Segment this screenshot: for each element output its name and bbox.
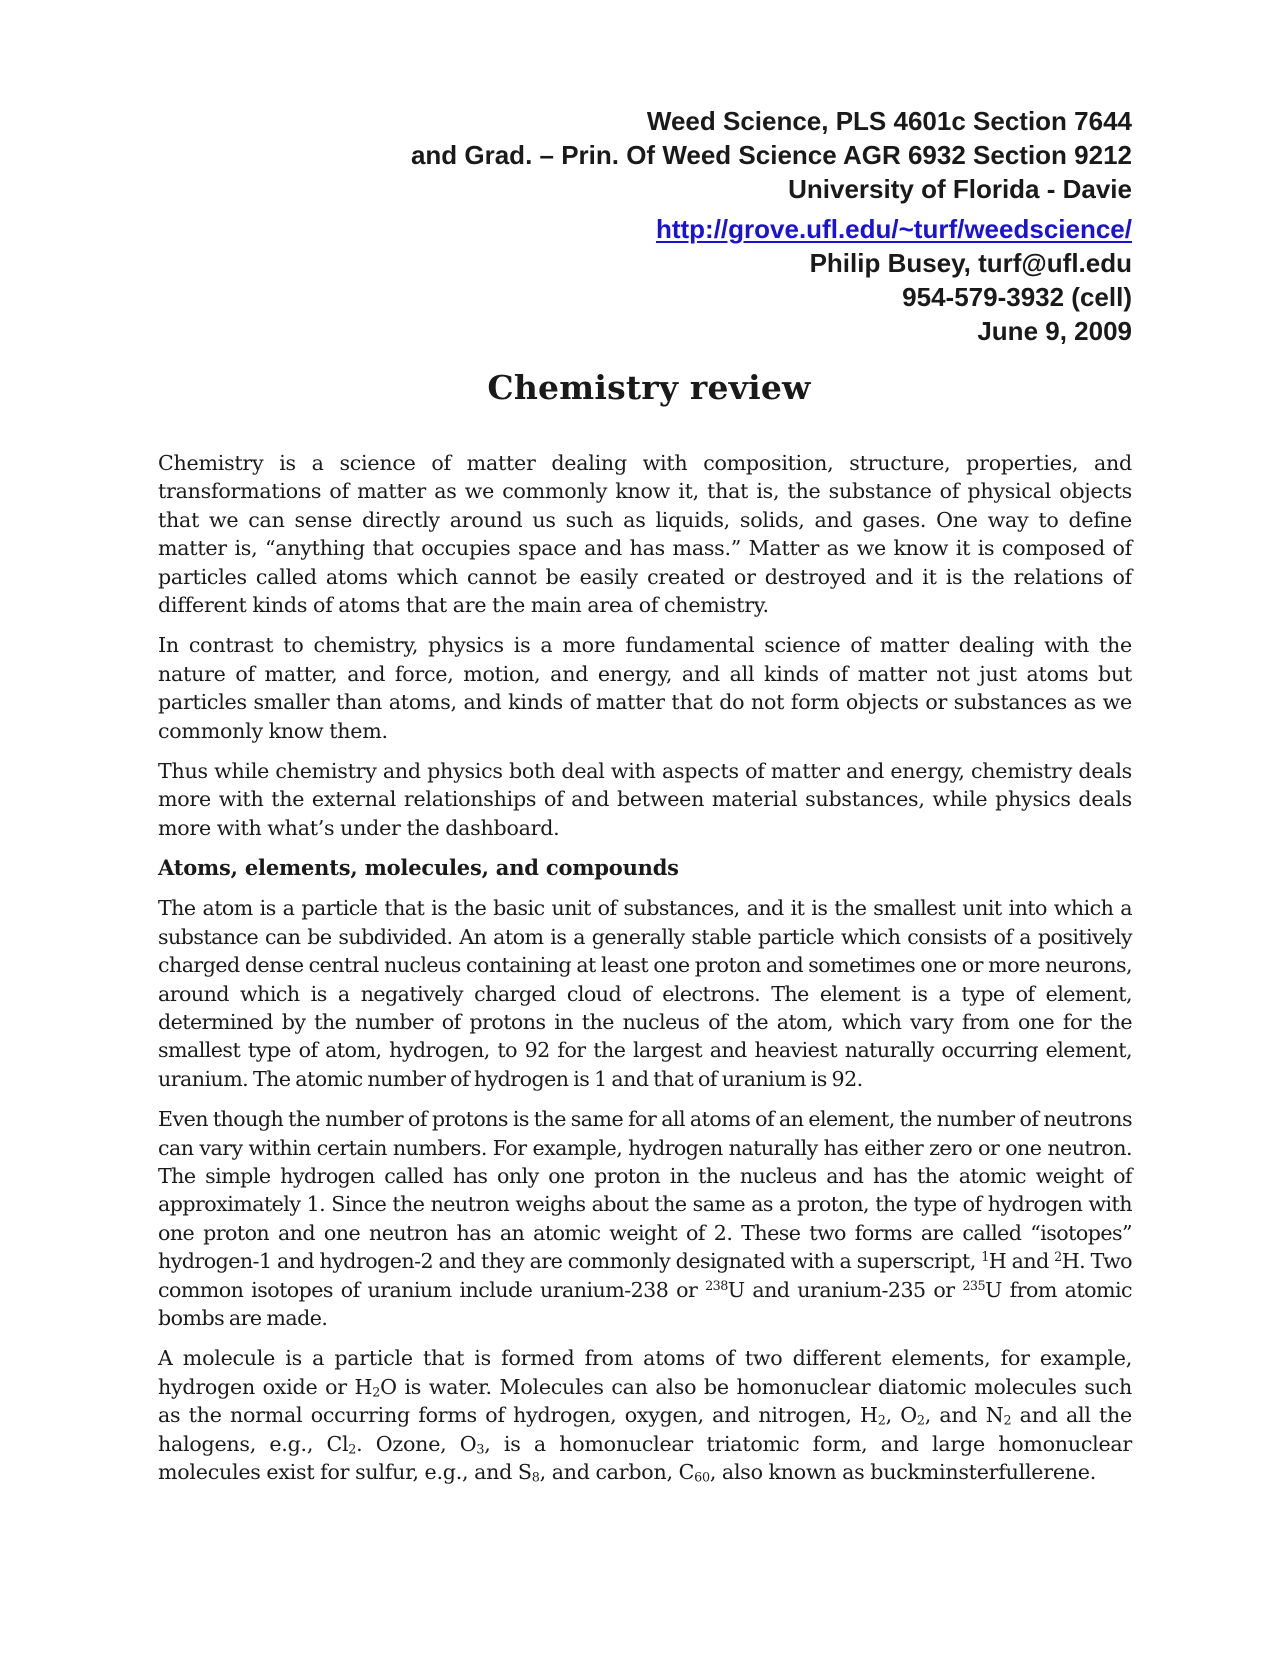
subscript-o2: 2 xyxy=(916,1413,925,1429)
paragraph-atom: The atom is a particle that is the basic unit of substances, and it is the smallest unit into which a substance can be subdivided. An atom is a generally stable particle which consists of a positively charged dense central nucleus containing at least one proton and sometimes one or more neurons, around which is a negatively charged cloud of electrons. The element is a type of element, determined by the number of protons in the nucleus of the atom, which vary from one for the smallest type of atom, hydrogen, to 92 for the largest and heaviest naturally occurring element, uranium. The atomic number of hydrogen is 1 and that of uranium is 92. xyxy=(158,896,1132,1091)
course-line-3: University of Florida - Davie xyxy=(788,174,1132,204)
course-line-1: Weed Science, PLS 4601c Section 7644 xyxy=(646,106,1132,136)
molecules-text-4: , and N xyxy=(924,1403,1004,1428)
document-date: June 9, 2009 xyxy=(977,316,1132,346)
molecules-text-9: , also known as buckminsterfullerene. xyxy=(709,1460,1097,1484)
author-contact: Philip Busey, turf@ufl.edu xyxy=(809,248,1132,278)
molecules-text-3: , O xyxy=(885,1403,917,1428)
paragraph-physics-contrast: In contrast to chemistry, physics is a more fundamental science of matter dealing with the nature of matter, and force, motion, and energy, and all kinds of matter not just atoms but particles smaller than atoms, and kinds of matter that do not form objects or substances as we commonly know them. xyxy=(158,633,1132,743)
isotopes-text-5: U from atomic bombs are made. xyxy=(158,1277,1132,1330)
document-header xyxy=(158,104,1132,348)
molecules-text-5: and all the halogens, e.g., Cl xyxy=(158,1403,1132,1456)
superscript-238: 238 xyxy=(705,1278,728,1294)
course-url-line xyxy=(158,212,1132,246)
molecules-text-1: A molecule is a particle that is formed from atoms of two different elements, for example, hydrogen oxide or H xyxy=(158,1346,1132,1399)
isotopes-text-4: U and uranium-235 or xyxy=(727,1277,963,1302)
course-line-2: and Grad. – Prin. Of Weed Science AGR 6932 Section 9212 xyxy=(410,140,1132,170)
course-url-link[interactable]: http://grove.ufl.edu/~turf/weedscience/ xyxy=(655,214,1132,244)
paragraph-isotopes xyxy=(158,1105,1132,1332)
subscript-s8: 8 xyxy=(531,1470,540,1486)
molecules-text-7: , is a homonuclear triatomic form, and large homonuclear molecules exist for sulfur, e.g., and S xyxy=(158,1431,1133,1484)
molecules-text-8: , and carbon, C xyxy=(539,1460,695,1484)
document-body xyxy=(158,449,1132,1486)
subscript-cl2: 2 xyxy=(348,1442,357,1458)
author-phone: 954-579-3932 (cell) xyxy=(902,282,1132,312)
subscript-h2o: 2 xyxy=(372,1385,381,1401)
molecules-text-6: . Ozone, O xyxy=(356,1431,477,1456)
page-title: Chemistry review xyxy=(487,368,811,407)
isotopes-text-1: Even though the number of protons is the same for all atoms of an element, the number of neutrons can vary within certain numbers. For example, hydrogen naturally has either zero or one neutron. The simple hydrogen called has only one proton in the nucleus and has the atomic weight of approximately 1. Since the neutron weighs about the same as a proton, the type of hydrogen with one proton and one neutron has an atomic weight of 2. These two forms are called “isotopes” hydrogen-1 and hydrogen-2 and they are commonly designated with a superscript, xyxy=(158,1107,1132,1274)
superscript-235: 235 xyxy=(962,1278,986,1294)
section-heading: Atoms, elements, molecules, and compounds xyxy=(158,855,679,881)
paragraph-chemistry-definition: Chemistry is a science of matter dealing with composition, structure, properties, and transformations of matter as we commonly know it, that is, the substance of physical objects that we can sense directly around us such as liquids, solids, and gases. One way to define matter is, “anything that occupies space and has mass.” Matter as we know it is composed of particles called atoms which cannot be easily created or destroyed and it is the relations of different kinds of atoms that are the main area of chemistry. xyxy=(158,451,1132,618)
document-page xyxy=(158,104,1132,1498)
superscript-1: 1 xyxy=(981,1250,989,1266)
subscript-h2: 2 xyxy=(877,1413,886,1429)
subscript-o3: 3 xyxy=(476,1442,485,1458)
isotopes-text-2: H and xyxy=(988,1249,1055,1274)
paragraph-molecules xyxy=(158,1344,1132,1486)
molecules-text-2: O is water. Molecules can also be homonuclear diatomic molecules such as the normal occurring forms of hydrogen, oxygen, and nitrogen, H xyxy=(158,1374,1132,1428)
subscript-n2: 2 xyxy=(1003,1413,1012,1429)
superscript-2: 2 xyxy=(1054,1250,1062,1266)
subscript-c60: 60 xyxy=(694,1470,710,1486)
paragraph-chemistry-vs-physics: Thus while chemistry and physics both deal with aspects of matter and energy, chemistry deals more with the external relationships of and between material substances, while physics deals more with what’s under the dashboard. xyxy=(158,759,1132,840)
isotopes-text-3: H. Two common isotopes of uranium include uranium-238 or xyxy=(158,1249,1132,1302)
